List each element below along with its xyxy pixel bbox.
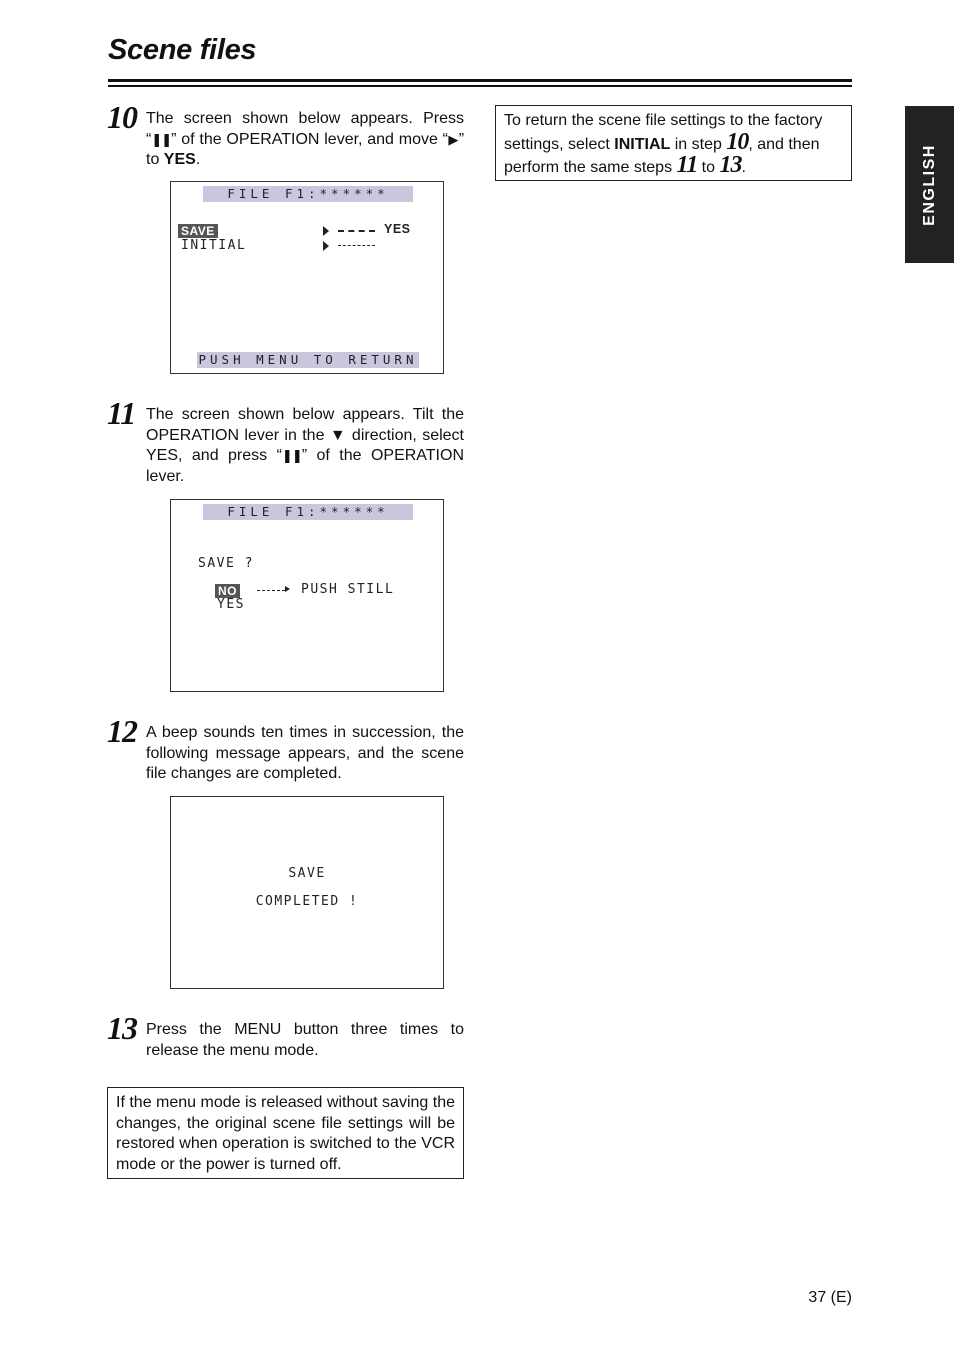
save-label: SAVE bbox=[288, 866, 326, 881]
step-number-10: 10 bbox=[107, 99, 137, 135]
step-number-12: 12 bbox=[107, 713, 137, 749]
screen-header: FILE F1:****** bbox=[203, 186, 413, 202]
factory-reset-note: To return the scene file settings to the factory settings, select INITIAL in step 10, and then perform the same steps 11 to 13. bbox=[495, 105, 852, 181]
screen-footer: PUSH MENU TO RETURN bbox=[198, 352, 418, 367]
step-text-12: A beep sounds ten times in succession, the following message appears, and the scene file changes are completed. bbox=[146, 724, 464, 782]
title-rule-thin bbox=[108, 85, 852, 87]
page-title: Scene files bbox=[108, 34, 257, 66]
value-yes: YES bbox=[384, 222, 411, 236]
language-tab-label: ENGLISH bbox=[920, 143, 938, 226]
step-number-11: 11 bbox=[107, 395, 136, 431]
language-tab bbox=[905, 106, 954, 263]
screen-header: FILE F1:****** bbox=[203, 504, 413, 520]
play-icon: ▶ bbox=[448, 131, 459, 147]
push-still-hint: PUSH STILL bbox=[301, 582, 395, 597]
completed-label: COMPLETED ! bbox=[255, 894, 359, 909]
option-yes: YES bbox=[217, 597, 245, 612]
release-warning-note: If the menu mode is released without saving the changes, the original scene file settings will be restored when operation is switched to the VCR mode or the power is turned off. bbox=[107, 1087, 464, 1179]
dashed-arrow-icon bbox=[257, 590, 285, 591]
cursor-triangle-icon bbox=[323, 241, 329, 251]
step-text-13: Press the MENU button three times to release the menu mode. bbox=[146, 1021, 464, 1059]
save-completed-screen bbox=[170, 796, 444, 989]
step-ref-13: 13 bbox=[719, 152, 742, 178]
save-question: SAVE ? bbox=[198, 556, 254, 571]
down-triangle-icon: ▼ bbox=[329, 426, 347, 444]
menu-screen-save-confirm bbox=[170, 499, 444, 692]
step-ref-10: 10 bbox=[726, 128, 749, 155]
page-number: 37 (E) bbox=[808, 1289, 852, 1306]
step-ref-11: 11 bbox=[676, 152, 698, 178]
step-number-13: 13 bbox=[107, 1010, 137, 1046]
title-rule-thick bbox=[108, 79, 852, 82]
value-dashes bbox=[338, 245, 375, 246]
pause-icon: ❚❚ bbox=[281, 448, 302, 463]
menu-screen-save-initial bbox=[170, 181, 444, 374]
cursor-triangle-icon bbox=[323, 226, 329, 236]
step-text-10: The screen shown below appears. Press “❚❚” of the OPERATION lever, and move “▶” to YES. bbox=[146, 110, 465, 168]
menu-item-save-selected: SAVE bbox=[178, 224, 218, 238]
pause-icon: ❚❚ bbox=[151, 131, 172, 147]
arrow-head-icon bbox=[285, 586, 290, 592]
option-no-selected: NO bbox=[215, 584, 240, 598]
menu-item-initial: INITIAL bbox=[181, 238, 247, 253]
value-dashes bbox=[338, 230, 375, 232]
step-text-11: The screen shown below appears. Tilt the OPERATION lever in the ▼ direction, select YES, and press “❚❚” of the OPERATION lever. bbox=[146, 406, 464, 485]
